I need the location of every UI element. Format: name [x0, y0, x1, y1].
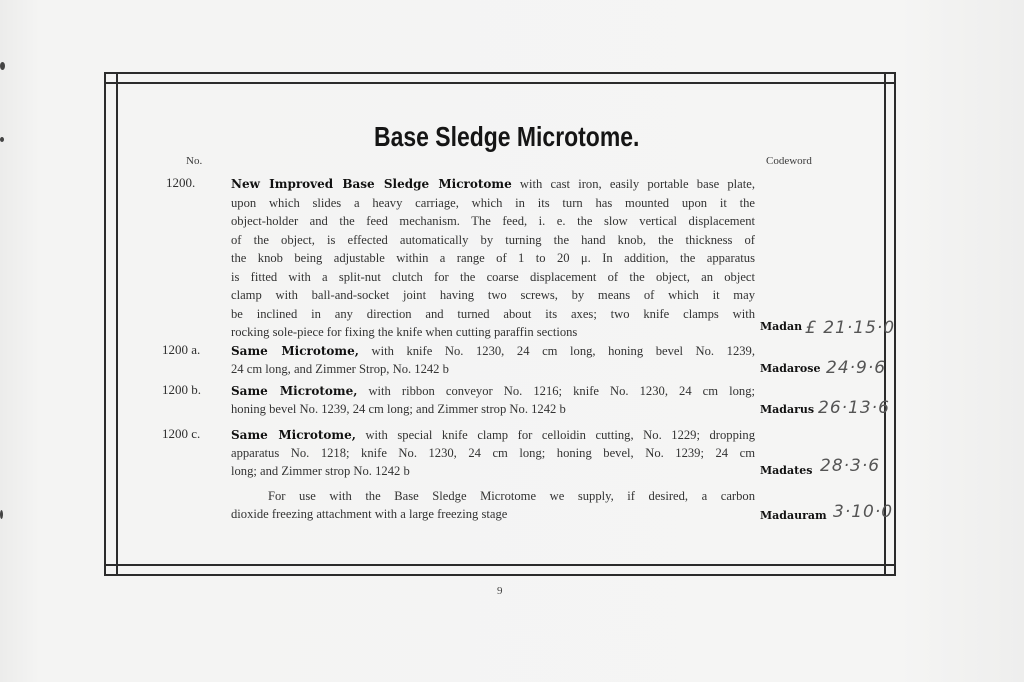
entry-number: 1200 b.: [162, 382, 201, 397]
handwritten-price: 26·13·6: [818, 398, 890, 418]
entry-line: of the object, is effected automatically by turning the hand knob, the thickness of: [231, 232, 755, 247]
entry-line: 24 cm long, and Zimmer Strop, No. 1242 b: [231, 362, 449, 376]
entry-number: 1200 a.: [162, 342, 201, 357]
column-header-codeword: Codeword: [766, 155, 812, 167]
entry-line: New Improved Base Sledge Microtome with cast iron, easily portable base plate,: [231, 177, 755, 191]
entry-name: Same Microtome,: [231, 428, 356, 442]
codeword: Madates: [760, 464, 813, 477]
footnote-line: dioxide freezing attachment with a large freezing stage: [231, 507, 508, 521]
codeword: Madarose: [760, 362, 821, 375]
entry-line: honing bevel No. 1239, 24 cm long; and Zimmer strop No. 1242 b: [231, 402, 566, 416]
entry-line: rocking sole-piece for fixing the knife when cutting paraffin sections: [231, 325, 578, 339]
page-number: 9: [497, 585, 503, 597]
codeword: Madan: [760, 320, 803, 333]
entry-line: long; and Zimmer strop No. 1242 b: [231, 464, 410, 478]
entry-line: Same Microtome, with ribbon conveyor No. 1216; knife No. 1230, 24 cm long;: [231, 384, 756, 398]
footnote-line: For use with the Base Sledge Microtome we supply, if desired, a carbon: [268, 489, 755, 503]
entry-number: 1200 c.: [162, 426, 201, 441]
entry-line: be inclined in any direction and turned about its axes; two knife clamps with: [231, 306, 755, 321]
entry-line: object-holder and the feed mechanism. The feed, i. e. the slow vertical displacement: [231, 214, 755, 228]
entry-line: clamp with ball-and-socket joint having two screws, by means of which it may: [231, 288, 755, 302]
frame-inner-left-rule: [116, 72, 118, 576]
codeword: Madarus: [760, 403, 815, 416]
handwritten-price: 28·3·6: [820, 456, 881, 476]
entry-number: 1200.: [166, 175, 196, 190]
entry-name: New Improved Base Sledge Microtome: [231, 177, 512, 191]
margin-speck: [0, 510, 3, 519]
margin-speck: [0, 137, 4, 142]
entry-line: is fitted with a split-nut clutch for the coarse displacement of the object, an object: [231, 269, 755, 284]
frame-inner-bottom-rule: [104, 564, 896, 566]
frame-inner-top-rule: [104, 82, 896, 84]
entry-name: Same Microtome,: [231, 384, 358, 398]
entry-line: Same Microtome, with knife No. 1230, 24 cm long, honing bevel No. 1239,: [231, 344, 755, 358]
entry-name: Same Microtome,: [231, 344, 359, 358]
entry-line: apparatus No. 1218; knife No. 1230, 24 cm long; honing bevel, No. 1239; 24 cm: [231, 446, 755, 460]
codeword: Madauram: [760, 509, 827, 522]
entry-line: upon which slides a heavy carriage, which in its turn has mounted upon it the: [231, 195, 755, 210]
column-header-number: No.: [186, 155, 203, 167]
handwritten-price: 3·10·0: [833, 502, 894, 522]
margin-speck: [0, 62, 5, 70]
entry-line: Same Microtome, with special knife clamp for celloidin cutting, No. 1229; dropping: [231, 428, 755, 442]
handwritten-price: £ 21·15·0: [805, 318, 896, 338]
handwritten-price: 24·9·6: [826, 358, 887, 378]
entry-line: the knob being adjustable within a range of 1 to 20 μ. In addition, the apparatus: [231, 251, 755, 265]
page-title: Base Sledge Microtome.: [374, 121, 640, 152]
